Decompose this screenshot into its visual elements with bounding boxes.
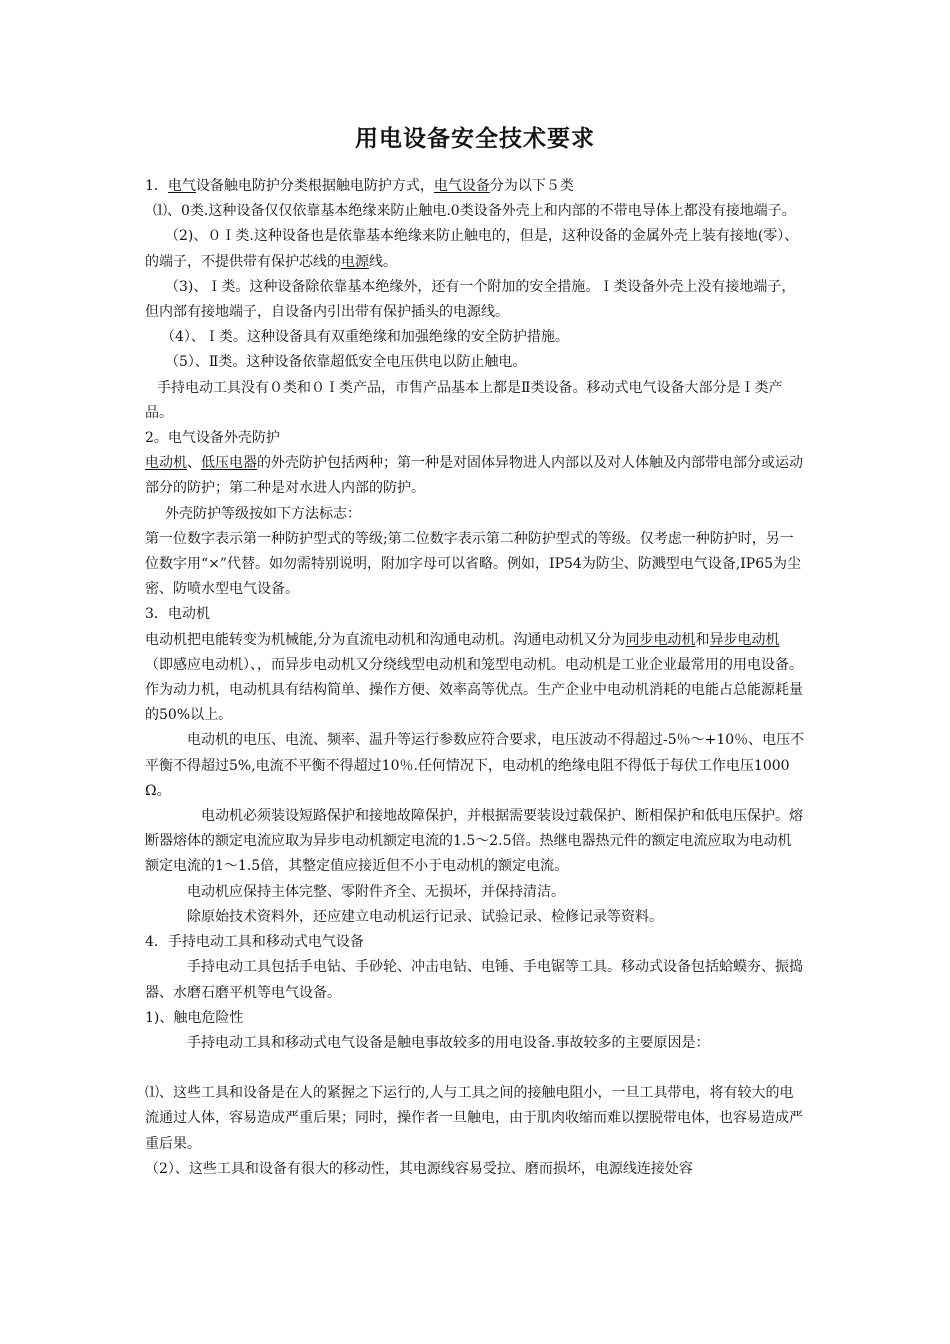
link-low-voltage-apparatus[interactable]: 低压电器 [201, 455, 257, 472]
blank-line [145, 1056, 805, 1081]
paragraph-ip-code: 第一位数字表示第一种防护型式的等级;第二位数字表示第二种防护型式的等级。仅考虑一种防护时，另一位数字用“×”代替。如勿需特别说明，附加字母可以省略。例如，IP54为防尘、防溅型电气设备,IP65为尘密、防喷水型电气设备。 [145, 530, 802, 598]
paragraph-text-and: 和 [695, 631, 710, 648]
link-asynchronous-motor[interactable]: 异步电动机 [709, 631, 780, 648]
section-3-heading: 3．电动机 [145, 606, 210, 623]
heading-text: 设备触电防护分类根据触电防护方式， [195, 178, 434, 194]
paragraph-text: （2)、０Ｉ类.这种设备也是依靠基本绝缘来防止触电的，但是，这种设备的金属外壳上装有接地(零）、的端子，不提供带有保护芯线的 [145, 228, 799, 270]
section-4-1-heading: 1)、触电危险性 [145, 1009, 244, 1026]
paragraph-motor-maintenance: 电动机应保持主体完整、零附件齐全、无损坏，并保持清洁。 [187, 883, 565, 900]
section-number: 1． [145, 178, 168, 194]
paragraph-motor-protection: 电动机必须装设短路保护和接地故障保护，并根据需要装设过载保护、断相保护和低电压保护。熔断器熔体的额定电流应取为异步电动机额定电流的1.5～2.5倍。热继电器热元件的额定电流应取为电动机额定电流的1～1.5倍，其整定值应接近但不小于电动机的额定电流。 [145, 808, 803, 875]
paragraph-hazard-1: ⑴、这些工具和设备是在人的紧握之下运行的,人与工具之间的接触电阻小，一旦工具带电，将有较大的电流通过人体，容易造成严重后果；同时，操作者一旦触电，由于肌肉收缩而难以摆脱带电体，也容易造成严重后果。 [145, 1085, 803, 1152]
paragraph-text: 电动机把电能转变为机械能,分为直流电动机和沟通电动机。沟通电动机又分为 [145, 631, 626, 648]
paragraph-class-0i [145, 224, 805, 274]
section-2-heading: 2。电气设备外壳防护 [145, 430, 280, 447]
document-body [145, 174, 805, 1182]
paragraph-hazard-intro: 手持电动工具和移动式电气设备是触电事故较多的用电设备.事故较多的主要原因是： [187, 1034, 710, 1051]
link-motor[interactable]: 电动机 [145, 455, 187, 472]
paragraph-class-0: ⑴、0类.这种设备仅仅依靠基本绝缘来防止触电.0类设备外壳上和内部的不带电导体上都没有接地端子。 [153, 203, 796, 220]
section-4-heading: 4．手持电动工具和移动式电气设备 [145, 934, 364, 951]
paragraph-text-end: 线。 [369, 253, 397, 270]
paragraph-handheld-tools: 手持电动工具包括手电钻、手砂轮、冲击电钻、电锤、手电锯等工具。移动式设备包括蛤蟆夯、振捣器、水磨石磨平机等电气设备。 [145, 959, 803, 1001]
paragraph-class-ii: （5）、Ⅱ类。这种设备依靠超低安全电压供电以防止触电。 [165, 354, 527, 371]
heading-text-end: 分为以下５类 [489, 178, 574, 194]
paragraph-protection-marking: 外壳防护等级按如下方法标志： [165, 505, 361, 522]
separator: 、 [187, 455, 201, 472]
paragraph-hazard-2: （2）、这些工具和设备有很大的移动性，其电源线容易受拉、磨而损坏，电源线连接处容 [145, 1160, 693, 1177]
paragraph-motor-intro [145, 628, 805, 729]
document-title: 用电设备安全技术要求 [355, 126, 595, 152]
paragraph-class-i: （3)、Ｉ类。这种设备除依靠基本绝缘外，还有一个附加的安全措施。Ｉ类设备外壳上没有接地端子，但内部有接地端子，自设备内引出带有保护插头的电源线。 [145, 278, 796, 321]
paragraph-motor-parameters: 电动机的电压、电流、频率、温升等运行参数应符合要求，电压波动不得超过-5％～+10％、电压不平衡不得超过5%,电流不平衡不得超过10％.任何情况下，电动机的绝缘电阻不得低于每伏工作电压1000 Ω。 [145, 732, 805, 799]
link-power-source[interactable]: 电源 [341, 253, 369, 270]
paragraph-motor-records: 除原始技术资料外，还应建立电动机运行记录、试验记录、检修记录等资料。 [187, 908, 663, 925]
link-electrical[interactable]: 电气 [167, 178, 196, 194]
link-synchronous-motor[interactable]: 同步电动机 [625, 631, 696, 648]
paragraph-handheld-summary: 手持电动工具没有０类和０Ｉ类产品，市售产品基本上都是Ⅱ类设备。移动式电气设备大部分是Ｉ类产品。 [145, 379, 783, 421]
paragraph-class-i-double: （4）、Ｉ类。这种设备具有双重绝缘和加强绝缘的安全防护措施。 [161, 329, 569, 346]
paragraph-text: 的外壳防护包括两种；第一种是对固体异物进人内部以及对人体触及内部带电部分或运动部分的防护；第二种是对水进人内部的防护。 [145, 455, 803, 497]
paragraph-text-end: （即感应电动机）、，而异步电动机又分绕线型电动机和笼型电动机。电动机是工业企业最常用的用电设备。作为动力机，电动机具有结构简单、操作方便、效率高等优点。生产企业中电动机消耗的电能占总能源耗量的50%以上。 [145, 656, 803, 724]
section-1-heading [145, 174, 805, 199]
link-electrical-equipment[interactable]: 电气设备 [433, 178, 490, 194]
paragraph-enclosure-protection [145, 451, 805, 501]
